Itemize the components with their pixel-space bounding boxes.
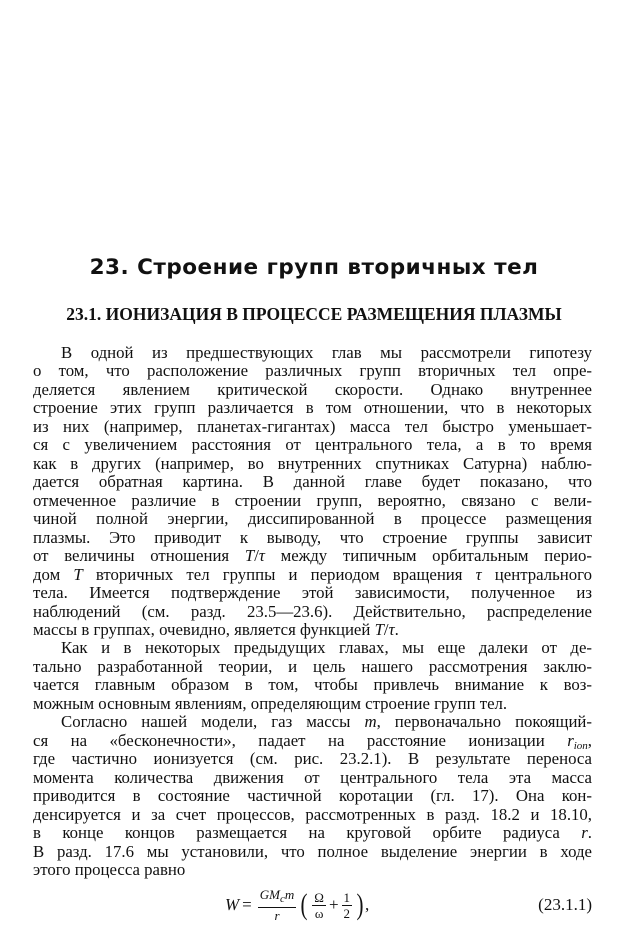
- fraction-gmcm-over-r: [258, 887, 297, 923]
- text-line: деляется явлением критической скорости. Однако внутреннее: [33, 380, 592, 399]
- text-line: тально разработанной теории, и цель нашего рассмотрения заклю-: [33, 657, 592, 676]
- fraction-numerator: Ω: [314, 889, 324, 905]
- text-line: этого процесса равно: [33, 860, 186, 879]
- text-line: момента количества движения от центрального тела эта масса: [33, 768, 592, 787]
- text-line: в конце концов размещается на круговой орбите радиуса r.: [33, 823, 592, 842]
- text-line: из них (например, планетах-гигантах) масса тел быстро уменьшает-: [33, 417, 592, 436]
- text-line: ся с увеличением расстояния от центрального тела, а в то время: [33, 435, 592, 454]
- equation-plus: +: [328, 895, 339, 914]
- text-line: строение этих групп различается в том отношении, что в некоторых: [33, 398, 592, 417]
- text-line: от величины отношения T/τ между типичным орбитальным перио-: [33, 546, 593, 565]
- text-line: наблюдений (см. разд. 23.5—23.6). Действительно, распределение: [33, 602, 592, 621]
- equation-lhs: W: [225, 895, 240, 914]
- text-line: плазмы. Это приводит к выводу, что строение группы зависит: [33, 528, 592, 547]
- fraction-denominator: r: [274, 908, 280, 923]
- text-line: массы в группах, очевидно, является функцией T/τ.: [33, 620, 399, 639]
- text-line: В разд. 17.6 мы установили, что полное выделение энергии в ходе: [33, 842, 592, 861]
- fraction-numerator: $GM_cm$: [258, 887, 297, 908]
- text-line: можным основным явлениям, определяющим строение групп тел.: [33, 694, 508, 713]
- text-line: о том, что расположение различных групп вторичных тел опре-: [33, 361, 592, 380]
- chapter-title: 23. Строение групп вторичных тел: [89, 255, 539, 280]
- text-line: чается главным образом в том, чтобы привлечь внимание к воз-: [33, 675, 592, 694]
- left-paren: (: [300, 888, 308, 921]
- section-title: 23.1. ИОНИЗАЦИЯ В ПРОЦЕССЕ РАЗМЕЩЕНИЯ ПЛАЗМЫ: [66, 304, 562, 324]
- text-line: чиной полной энергии, диссипированной в процессе размещения: [33, 509, 592, 528]
- fraction-one-half: [342, 890, 353, 921]
- right-paren: ): [356, 888, 364, 921]
- equation-number: (23.1.1): [538, 895, 592, 914]
- text-line: денсируется и за счет процессов, рассмотренных в разд. 18.2 и 18.10,: [33, 805, 592, 824]
- text-line: В одной из предшествующих глав мы рассмотрели гипотезу: [61, 343, 592, 362]
- text-line: приводится в состояние частичной коротации (гл. 17). Она кон-: [33, 786, 592, 805]
- fraction-omega-ratio: [312, 890, 326, 921]
- text-line: Согласно нашей модели, газ массы m, первоначально покоящий-: [61, 712, 592, 731]
- fraction-numerator: 1: [343, 889, 351, 905]
- equation-23-1-1: [225, 885, 369, 925]
- text-line: где частично ионизуется (см. рис. 23.2.1). В результате переноса: [33, 749, 592, 768]
- fraction-denominator: ω: [314, 905, 324, 921]
- text-line: дом T вторичных тел группы и периодом вращения τ центрального: [33, 565, 592, 584]
- text-line: как в других (например, во внутренних спутниках Сатурна) наблю-: [33, 454, 592, 473]
- fraction-denominator: 2: [343, 905, 351, 921]
- text-line: ся на «бесконечности», падает на расстояние ионизации $r_{ion}$,: [33, 731, 592, 752]
- equation-equals: =: [242, 895, 252, 914]
- text-line: дается обратная картина. В данной главе будет показано, что: [33, 472, 592, 491]
- equation-trailing-comma: ,: [365, 895, 370, 914]
- text-line: отмеченное различие в строении групп, вероятно, связано с вели-: [33, 491, 592, 510]
- text-line: Как и в некоторых предыдущих главах, мы еще далеки от де-: [61, 638, 592, 657]
- text-line: тела. Имеется подтверждение этой зависимости, полученное из: [33, 583, 592, 602]
